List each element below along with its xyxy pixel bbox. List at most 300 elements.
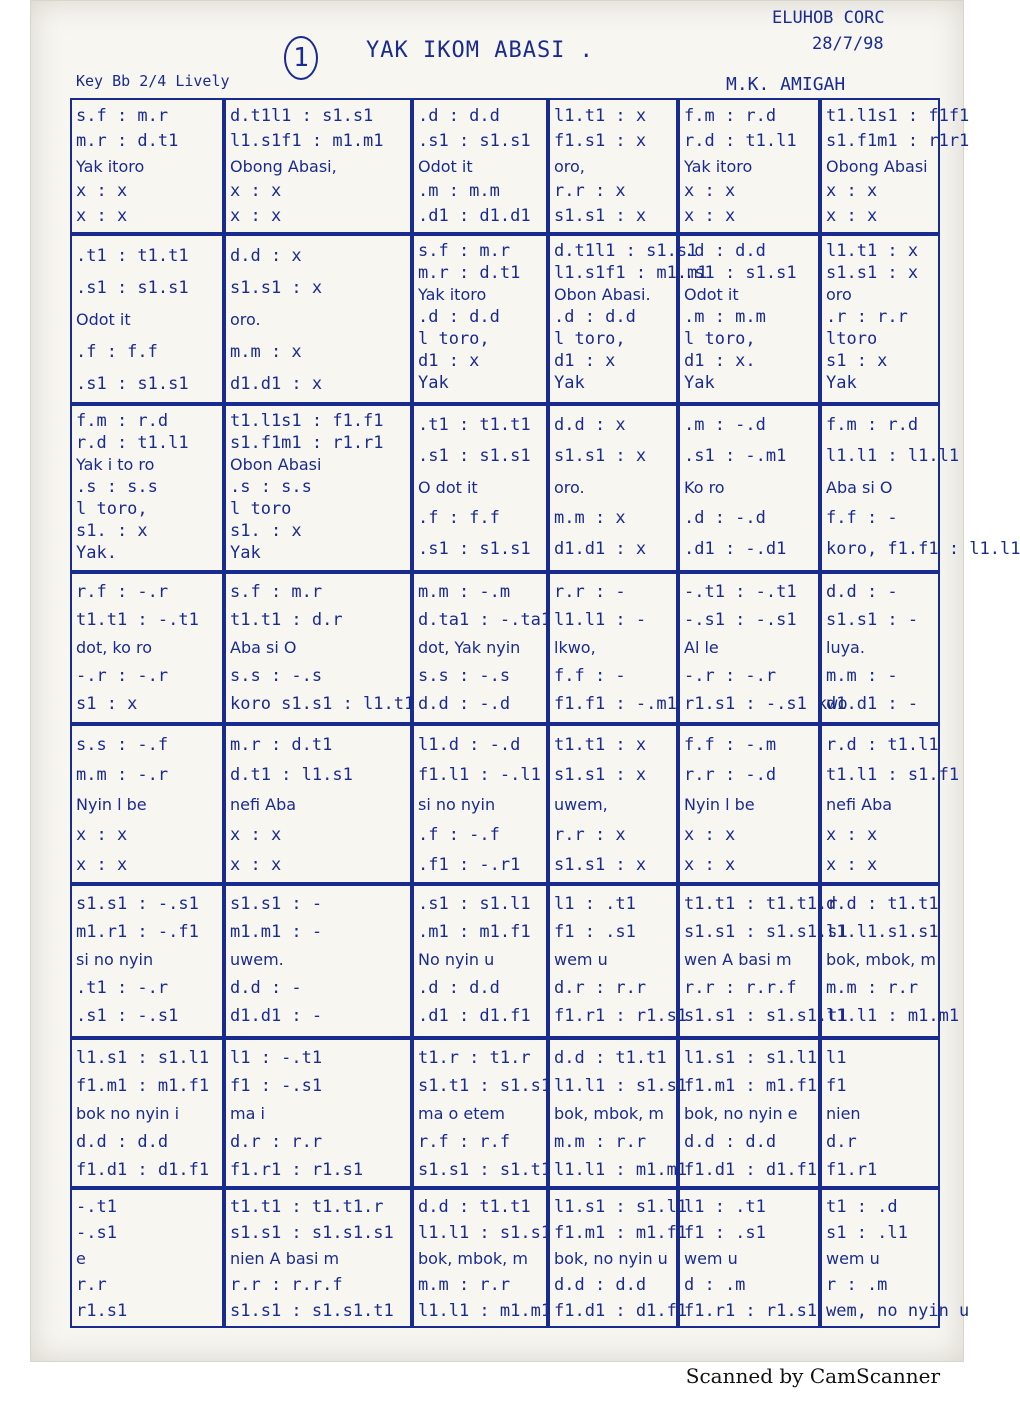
solfa-line: l1.l1.s1.s1 bbox=[826, 922, 939, 942]
solfa-line: .f : f.f bbox=[76, 342, 158, 362]
solfa-line: s1.s1 : x bbox=[230, 278, 323, 298]
solfa-line: m.m : x bbox=[554, 508, 626, 528]
solfa-line: .s1 : s1.s1 bbox=[76, 278, 189, 298]
solfa-line: d1.d1 : x bbox=[230, 374, 323, 394]
solfa-line: l1.s1 : s1.l1 bbox=[554, 1197, 688, 1217]
solfa-line: x : x bbox=[684, 206, 736, 226]
measure-cell bbox=[412, 98, 548, 234]
solfa-line: s.f : m.r bbox=[230, 582, 323, 602]
solfa-line: t1.t1 : d.r bbox=[230, 610, 343, 630]
page-number: 1 bbox=[284, 36, 318, 80]
solfa-line: f1.f1 : -.m1 bbox=[554, 694, 677, 714]
lyric-line: Aba si O bbox=[230, 638, 297, 657]
solfa-line: m.r : d.t1 bbox=[418, 263, 521, 283]
solfa-line: .t1 : t1.t1 bbox=[76, 246, 189, 266]
solfa-line: r : .m bbox=[826, 1275, 888, 1295]
solfa-line: x : x bbox=[230, 825, 282, 845]
solfa-line: .s1 : s1.s1 bbox=[418, 539, 531, 559]
solfa-line: r.r : -.d bbox=[684, 765, 777, 785]
solfa-line: f1.r1 : r1.s1 bbox=[684, 1301, 818, 1321]
solfa-line: s.f : m.r bbox=[418, 241, 511, 261]
measure-cell bbox=[678, 1188, 820, 1328]
solfa-line: f1.d1 : d1.f1 bbox=[76, 1160, 210, 1180]
lyric-line: nefi Aba bbox=[826, 795, 893, 814]
lyric-line: No nyin u bbox=[418, 950, 495, 969]
solfa-line: d.t1l1 : s1.s1 bbox=[554, 241, 698, 261]
lyric-line: Yak itoro bbox=[76, 157, 145, 176]
solfa-line: f1.l1 : -.l1 bbox=[418, 765, 541, 785]
solfa-line: r.r bbox=[76, 1275, 107, 1295]
solfa-line: x : x bbox=[230, 181, 282, 201]
solfa-line: r1.s1 bbox=[76, 1301, 128, 1321]
measure-cell bbox=[412, 724, 548, 884]
solfa-line: d.r bbox=[826, 1132, 857, 1152]
solfa-line: x : x bbox=[76, 206, 128, 226]
solfa-line: .m : m.m bbox=[418, 181, 500, 201]
solfa-line: l toro, bbox=[76, 499, 148, 519]
solfa-line: ltoro bbox=[826, 329, 878, 349]
solfa-line: .d : -.d bbox=[684, 508, 766, 528]
solfa-line: .s1 : s1.s1 bbox=[418, 446, 531, 466]
solfa-line: l1.s1f1 : m1.m1 bbox=[230, 131, 384, 151]
lyric-line: ma i bbox=[230, 1104, 265, 1123]
lyric-line: Obong Abasi bbox=[826, 157, 928, 176]
measure-cell bbox=[412, 1038, 552, 1188]
solfa-line: Yak bbox=[554, 373, 585, 393]
solfa-line: -.s1 bbox=[76, 1223, 117, 1243]
solfa-line: .t1 : t1.t1 bbox=[418, 415, 531, 435]
solfa-line: s.s : -.s bbox=[230, 666, 323, 686]
solfa-line: l1.l1 : s1.s1 bbox=[418, 1223, 552, 1243]
solfa-line: .d1 : d1.d1 bbox=[418, 206, 531, 226]
lyric-line: Odot it bbox=[76, 310, 131, 329]
solfa-line: d.ta1 : -.ta1 bbox=[418, 610, 552, 630]
solfa-line: s1.t1 : s1.s1 bbox=[418, 1076, 552, 1096]
solfa-line: -.r : -.r bbox=[76, 666, 169, 686]
solfa-line: x : x bbox=[684, 855, 736, 875]
solfa-line: -.r : -.r bbox=[684, 666, 777, 686]
lyric-line: wem u bbox=[684, 1249, 738, 1268]
solfa-line: t1.t1 : t1.t1.r bbox=[230, 1197, 384, 1217]
solfa-line: .d : d.d bbox=[418, 307, 500, 327]
solfa-line: d.d : - bbox=[230, 978, 302, 998]
solfa-line: s1.s1 : s1.t1 bbox=[418, 1160, 552, 1180]
solfa-line: -.s1 : -.s1 bbox=[684, 610, 797, 630]
solfa-line: d.d : t1.t1 bbox=[554, 1048, 667, 1068]
lyric-line: si no nyin bbox=[418, 795, 496, 814]
lyric-line: si no nyin bbox=[76, 950, 154, 969]
solfa-line: m.m : -.m bbox=[418, 582, 511, 602]
solfa-line: t1.t1 : x bbox=[554, 735, 647, 755]
solfa-line: s.s : -.f bbox=[76, 735, 169, 755]
solfa-line: l1.d : -.d bbox=[418, 735, 521, 755]
solfa-line: d.r : r.r bbox=[554, 978, 647, 998]
solfa-line: m.r : d.t1 bbox=[230, 735, 333, 755]
solfa-line: f1.r1 : r1.s1 bbox=[230, 1160, 364, 1180]
lyric-line: nien bbox=[826, 1104, 861, 1123]
solfa-line: t1.l1 : s1.f1 bbox=[826, 765, 960, 785]
solfa-line: f.m : r.d bbox=[826, 415, 919, 435]
measure-cell bbox=[820, 1188, 970, 1328]
solfa-line: d.r : r.r bbox=[230, 1132, 323, 1152]
lyric-line: Odot it bbox=[418, 157, 473, 176]
solfa-line: f1.r1 : r1.s1 bbox=[554, 1006, 688, 1026]
solfa-line: f.f : - bbox=[554, 666, 626, 686]
solfa-line: s1 : x bbox=[76, 694, 138, 714]
measure-cell bbox=[70, 884, 224, 1038]
solfa-line: l1.l1 : m1.m1 bbox=[826, 1006, 960, 1026]
measure-cell bbox=[224, 1188, 412, 1328]
solfa-line: d1.d1 : - bbox=[230, 1006, 323, 1026]
measure-cell bbox=[224, 884, 412, 1038]
solfa-line: d.t1 : l1.s1 bbox=[230, 765, 353, 785]
lyric-line: lkwo, bbox=[554, 638, 596, 657]
measure-cell bbox=[412, 234, 548, 404]
solfa-line: d : .m bbox=[684, 1275, 746, 1295]
lyric-line: wem u bbox=[826, 1249, 880, 1268]
measure-cell bbox=[820, 572, 940, 724]
solfa-line: t1.l1s1 : f1.f1 bbox=[230, 411, 384, 431]
measure-cell bbox=[548, 98, 678, 234]
solfa-line: l toro bbox=[230, 499, 292, 519]
solfa-line: r.f : r.f bbox=[418, 1132, 511, 1152]
solfa-line: d.t1l1 : s1.s1 bbox=[230, 106, 374, 126]
solfa-line: .d : d.d bbox=[418, 106, 500, 126]
measure-cell bbox=[412, 1188, 552, 1328]
top-note: ELUHOB CORC bbox=[772, 8, 885, 28]
solfa-line: l1.s1f1 : m1.m1 bbox=[554, 263, 708, 283]
solfa-line: .s : s.s bbox=[230, 477, 312, 497]
lyric-line: wen A basi m bbox=[684, 950, 792, 969]
solfa-line: d1.d1 : - bbox=[826, 694, 919, 714]
solfa-line: l1.t1 : x bbox=[826, 241, 919, 261]
scanner-watermark: Scanned by CamScanner bbox=[685, 1364, 940, 1388]
solfa-line: wem, no nyin u bbox=[826, 1301, 970, 1321]
solfa-line: .m : m.m bbox=[684, 307, 766, 327]
lyric-line: nefi Aba bbox=[230, 795, 297, 814]
solfa-line: l toro, bbox=[554, 329, 626, 349]
solfa-line: d.d : x bbox=[230, 246, 302, 266]
solfa-line: s1.s1 : s1.s1.t1 bbox=[230, 1301, 394, 1321]
solfa-line: f1 : -.s1 bbox=[230, 1076, 323, 1096]
measure-cell bbox=[548, 1188, 688, 1328]
solfa-line: d.d : t1.t1 bbox=[826, 894, 939, 914]
lyric-line: ma o etem bbox=[418, 1104, 505, 1123]
solfa-line: d1 : x bbox=[554, 351, 616, 371]
measure-cell bbox=[70, 1188, 224, 1328]
solfa-line: r.r : r.r.f bbox=[684, 978, 797, 998]
lyric-line: oro, bbox=[554, 157, 585, 176]
solfa-line: x : x bbox=[826, 855, 878, 875]
solfa-line: t1 : .d bbox=[826, 1197, 898, 1217]
solfa-line: r.d : t1.l1 bbox=[684, 131, 797, 151]
solfa-line: s1.s1 : x bbox=[554, 855, 647, 875]
solfa-line: m1.r1 : -.f1 bbox=[76, 922, 199, 942]
solfa-line: s1.s1 : x bbox=[554, 446, 647, 466]
solfa-line: s1.s1 : x bbox=[554, 206, 647, 226]
measure-cell bbox=[224, 572, 415, 724]
solfa-line: x : x bbox=[826, 825, 878, 845]
lyric-line: dot, Yak nyin bbox=[418, 638, 521, 657]
solfa-line: d.d : - bbox=[826, 582, 898, 602]
measure-cell bbox=[548, 1038, 688, 1188]
lyric-line: Yak itoro bbox=[684, 157, 753, 176]
solfa-line: .d1 : -.d1 bbox=[684, 539, 787, 559]
measure-cell bbox=[412, 572, 552, 724]
solfa-line: .s : s.s bbox=[76, 477, 158, 497]
solfa-line: r.d : t1.l1 bbox=[826, 735, 939, 755]
solfa-line: Yak bbox=[230, 543, 261, 563]
solfa-line: r.r : x bbox=[554, 181, 626, 201]
lyric-line: wem u bbox=[554, 950, 608, 969]
solfa-line: d.d : t1.t1 bbox=[418, 1197, 531, 1217]
solfa-line: .m1 : m1.f1 bbox=[418, 922, 531, 942]
measure-cell bbox=[70, 572, 224, 724]
solfa-line: s1 : x bbox=[826, 351, 888, 371]
solfa-line: l1.s1 : s1.l1 bbox=[684, 1048, 818, 1068]
measure-cell bbox=[678, 234, 820, 404]
solfa-line: .t1 : -.r bbox=[76, 978, 169, 998]
solfa-line: -.t1 bbox=[76, 1197, 117, 1217]
solfa-line: x : x bbox=[76, 181, 128, 201]
lyric-line: e bbox=[76, 1249, 86, 1268]
lyric-line: oro. bbox=[554, 478, 585, 497]
measure-cell bbox=[820, 98, 970, 234]
lyric-line: uwem. bbox=[230, 950, 284, 969]
solfa-line: r.r : - bbox=[554, 582, 626, 602]
solfa-line: d.d : d.d bbox=[76, 1132, 169, 1152]
lyric-line: bok, mbok, m bbox=[418, 1249, 528, 1268]
solfa-line: Yak bbox=[684, 373, 715, 393]
measure-cell bbox=[70, 404, 224, 572]
solfa-line: .s1 : -.s1 bbox=[76, 1006, 179, 1026]
lyric-line: Nyin l be bbox=[76, 795, 147, 814]
solfa-line: t1.r : t1.r bbox=[418, 1048, 531, 1068]
lyric-line: Odot it bbox=[684, 285, 739, 304]
measure-cell bbox=[678, 1038, 820, 1188]
measure-cell bbox=[224, 404, 412, 572]
solfa-line: d.d : d.d bbox=[684, 1132, 777, 1152]
measure-cell bbox=[820, 724, 960, 884]
solfa-line: f1 : .s1 bbox=[684, 1223, 766, 1243]
solfa-line: f1 bbox=[826, 1076, 847, 1096]
solfa-line: t1.l1s1 : f1f1 bbox=[826, 106, 970, 126]
solfa-line: s1 : .l1 bbox=[826, 1223, 908, 1243]
solfa-line: m.m : r.r bbox=[826, 978, 919, 998]
solfa-line: .f : f.f bbox=[418, 508, 500, 528]
solfa-line: m.r : d.t1 bbox=[76, 131, 179, 151]
solfa-line: f1.d1 : d1.f1 bbox=[554, 1301, 688, 1321]
solfa-line: x : x bbox=[76, 855, 128, 875]
lyric-line: Obon Abasi bbox=[230, 455, 322, 474]
key-signature: Key Bb 2/4 Lively bbox=[76, 72, 230, 90]
solfa-line: .s1 : -.m1 bbox=[684, 446, 787, 466]
lyric-line: Obon Abasi. bbox=[554, 285, 651, 304]
solfa-line: s1.s1 : x bbox=[554, 765, 647, 785]
lyric-line: Nyin l be bbox=[684, 795, 755, 814]
solfa-line: l1.t1 : x bbox=[554, 106, 647, 126]
solfa-line: .d : d.d bbox=[418, 978, 500, 998]
solfa-line: .s1 : s1.s1 bbox=[684, 263, 797, 283]
solfa-line: l1 : .t1 bbox=[684, 1197, 766, 1217]
solfa-line: m.m : - bbox=[826, 666, 898, 686]
solfa-line: l1 : -.t1 bbox=[230, 1048, 323, 1068]
solfa-line: f1.m1 : m1.f1 bbox=[76, 1076, 210, 1096]
measure-cell bbox=[678, 724, 820, 884]
solfa-line: -.t1 : -.t1 bbox=[684, 582, 797, 602]
measure-cell bbox=[820, 234, 940, 404]
solfa-line: .s1 : s1.l1 bbox=[418, 894, 531, 914]
solfa-line: m.m : r.r bbox=[418, 1275, 511, 1295]
measure-cell bbox=[548, 884, 688, 1038]
composer: M.K. AMIGAH bbox=[726, 74, 846, 95]
solfa-line: l1 : .t1 bbox=[554, 894, 636, 914]
solfa-line: x : x bbox=[684, 825, 736, 845]
solfa-line: f1.s1 : x bbox=[554, 131, 647, 151]
measure-cell bbox=[224, 234, 412, 404]
solfa-line: .s1 : s1.s1 bbox=[418, 131, 531, 151]
solfa-line: l1.l1 : s1.s1 bbox=[554, 1076, 688, 1096]
solfa-line: x : x bbox=[230, 206, 282, 226]
measure-cell bbox=[548, 572, 678, 724]
lyric-line: bok, mbok, m bbox=[554, 1104, 664, 1123]
solfa-line: s.f : m.r bbox=[76, 106, 169, 126]
measure-cell bbox=[678, 404, 820, 572]
solfa-line: .f : -.f bbox=[418, 825, 500, 845]
solfa-line: s1.s1 : - bbox=[826, 610, 919, 630]
lyric-line: Ko ro bbox=[684, 478, 725, 497]
solfa-line: l toro, bbox=[418, 329, 490, 349]
solfa-line: l toro, bbox=[684, 329, 756, 349]
measure-cell bbox=[820, 404, 1020, 572]
lyric-line: luya. bbox=[826, 638, 865, 657]
solfa-line: d1 : x bbox=[418, 351, 480, 371]
solfa-line: s1.f1m1 : r1.r1 bbox=[230, 433, 384, 453]
measure-cell bbox=[548, 404, 678, 572]
solfa-line: .d : d.d bbox=[554, 307, 636, 327]
solfa-line: f.f : - bbox=[826, 508, 898, 528]
measure-cell bbox=[820, 1038, 940, 1188]
lyric-line: Obong Abasi, bbox=[230, 157, 337, 176]
solfa-line: r1.s1 : -.s1 kwo bbox=[684, 694, 848, 714]
solfa-line: .s1 : s1.s1 bbox=[76, 374, 189, 394]
solfa-line: f1 : .s1 bbox=[554, 922, 636, 942]
measure-cell bbox=[548, 234, 708, 404]
solfa-line: s1.s1 : x bbox=[826, 263, 919, 283]
solfa-line: r.f : -.r bbox=[76, 582, 169, 602]
measure-cell bbox=[70, 234, 224, 404]
solfa-line: m.m : x bbox=[230, 342, 302, 362]
solfa-line: .d1 : d1.f1 bbox=[418, 1006, 531, 1026]
solfa-line: l1.l1 : - bbox=[554, 610, 647, 630]
solfa-line: Yak bbox=[826, 373, 857, 393]
solfa-line: s1.s1 : s1.s1.s1 bbox=[230, 1223, 394, 1243]
lyric-line: dot, ko ro bbox=[76, 638, 152, 657]
solfa-line: Yak bbox=[418, 373, 449, 393]
lyric-line: bok, mbok, m bbox=[826, 950, 936, 969]
measure-cell bbox=[678, 98, 820, 234]
solfa-line: f1.m1 : m1.f1 bbox=[554, 1223, 688, 1243]
solfa-line: t1.t1 : t1.t1.r bbox=[684, 894, 838, 914]
solfa-line: x : x bbox=[76, 825, 128, 845]
lyric-line: O dot it bbox=[418, 478, 478, 497]
measure-cell bbox=[70, 724, 224, 884]
measure-cell bbox=[224, 1038, 412, 1188]
solfa-line: x : x bbox=[684, 181, 736, 201]
measure-cell bbox=[224, 98, 412, 234]
solfa-line: Yak. bbox=[76, 543, 117, 563]
solfa-line: s1.s1 : s1.s1.t1 bbox=[684, 1006, 848, 1026]
lyric-line: uwem, bbox=[554, 795, 608, 814]
solfa-line: f.m : r.d bbox=[684, 106, 777, 126]
solfa-line: f1.m1 : m1.f1 bbox=[684, 1076, 818, 1096]
solfa-line: l1.s1 : s1.l1 bbox=[76, 1048, 210, 1068]
solfa-line: d1 : x. bbox=[684, 351, 756, 371]
solfa-line: l1.l1 : l1.l1 bbox=[826, 446, 960, 466]
solfa-line: d.d : d.d bbox=[554, 1275, 647, 1295]
solfa-line: .r : r.r bbox=[826, 307, 908, 327]
measure-cell bbox=[70, 1038, 224, 1188]
solfa-line: .f1 : -.r1 bbox=[418, 855, 521, 875]
solfa-line: m.m : r.r bbox=[554, 1132, 647, 1152]
solfa-line: s1. : x bbox=[230, 521, 302, 541]
solfa-line: s.s : -.s bbox=[418, 666, 511, 686]
lyric-line: Yak itoro bbox=[418, 285, 487, 304]
solfa-line: m.m : -.r bbox=[76, 765, 169, 785]
solfa-line: s1.s1 : -.s1 bbox=[76, 894, 199, 914]
solfa-line: .m : -.d bbox=[684, 415, 766, 435]
solfa-line: d1.d1 : x bbox=[554, 539, 647, 559]
solfa-line: m1.m1 : - bbox=[230, 922, 323, 942]
measure-cell bbox=[412, 404, 548, 572]
lyric-line: bok, no nyin u bbox=[554, 1249, 668, 1268]
solfa-line: l1.l1 : m1.m1 bbox=[418, 1301, 552, 1321]
solfa-line: r.d : t1.l1 bbox=[76, 433, 189, 453]
date: 28/7/98 bbox=[812, 34, 884, 54]
solfa-line: r.r : r.r.f bbox=[230, 1275, 343, 1295]
solfa-line: koro, f1.f1 : l1.l1 bbox=[826, 539, 1020, 559]
solfa-line: f.f : -.m bbox=[684, 735, 777, 755]
lyric-line: Aba si O bbox=[826, 478, 893, 497]
solfa-line: l1 bbox=[826, 1048, 847, 1068]
solfa-line: .d : d.d bbox=[684, 241, 766, 261]
solfa-line: s1.f1m1 : r1r1 bbox=[826, 131, 970, 151]
lyric-line: Al le bbox=[684, 638, 719, 657]
solfa-line: d.d : -.d bbox=[418, 694, 511, 714]
measure-cell bbox=[678, 884, 848, 1038]
lyric-line: nien A basi m bbox=[230, 1249, 340, 1268]
measure-cell bbox=[548, 724, 678, 884]
measure-cell bbox=[70, 98, 224, 234]
song-title: YAK IKOM ABASI . bbox=[366, 38, 594, 63]
solfa-line: l1.l1 : m1.m1 bbox=[554, 1160, 688, 1180]
solfa-line: d.d : x bbox=[554, 415, 626, 435]
lyric-line: Yak i to ro bbox=[76, 455, 155, 474]
solfa-line: s1.s1 : - bbox=[230, 894, 323, 914]
solfa-line: koro s1.s1 : l1.t1 bbox=[230, 694, 415, 714]
lyric-line: oro bbox=[826, 285, 852, 304]
lyric-line: bok no nyin i bbox=[76, 1104, 180, 1123]
solfa-line: s1. : x bbox=[76, 521, 148, 541]
measure-cell bbox=[820, 884, 960, 1038]
solfa-line: f1.r1 bbox=[826, 1160, 878, 1180]
lyric-line: oro. bbox=[230, 310, 261, 329]
solfa-line: x : x bbox=[826, 181, 878, 201]
lyric-line: bok, no nyin e bbox=[684, 1104, 798, 1123]
solfa-line: x : x bbox=[826, 206, 878, 226]
measure-cell bbox=[412, 884, 548, 1038]
measure-cell bbox=[224, 724, 412, 884]
